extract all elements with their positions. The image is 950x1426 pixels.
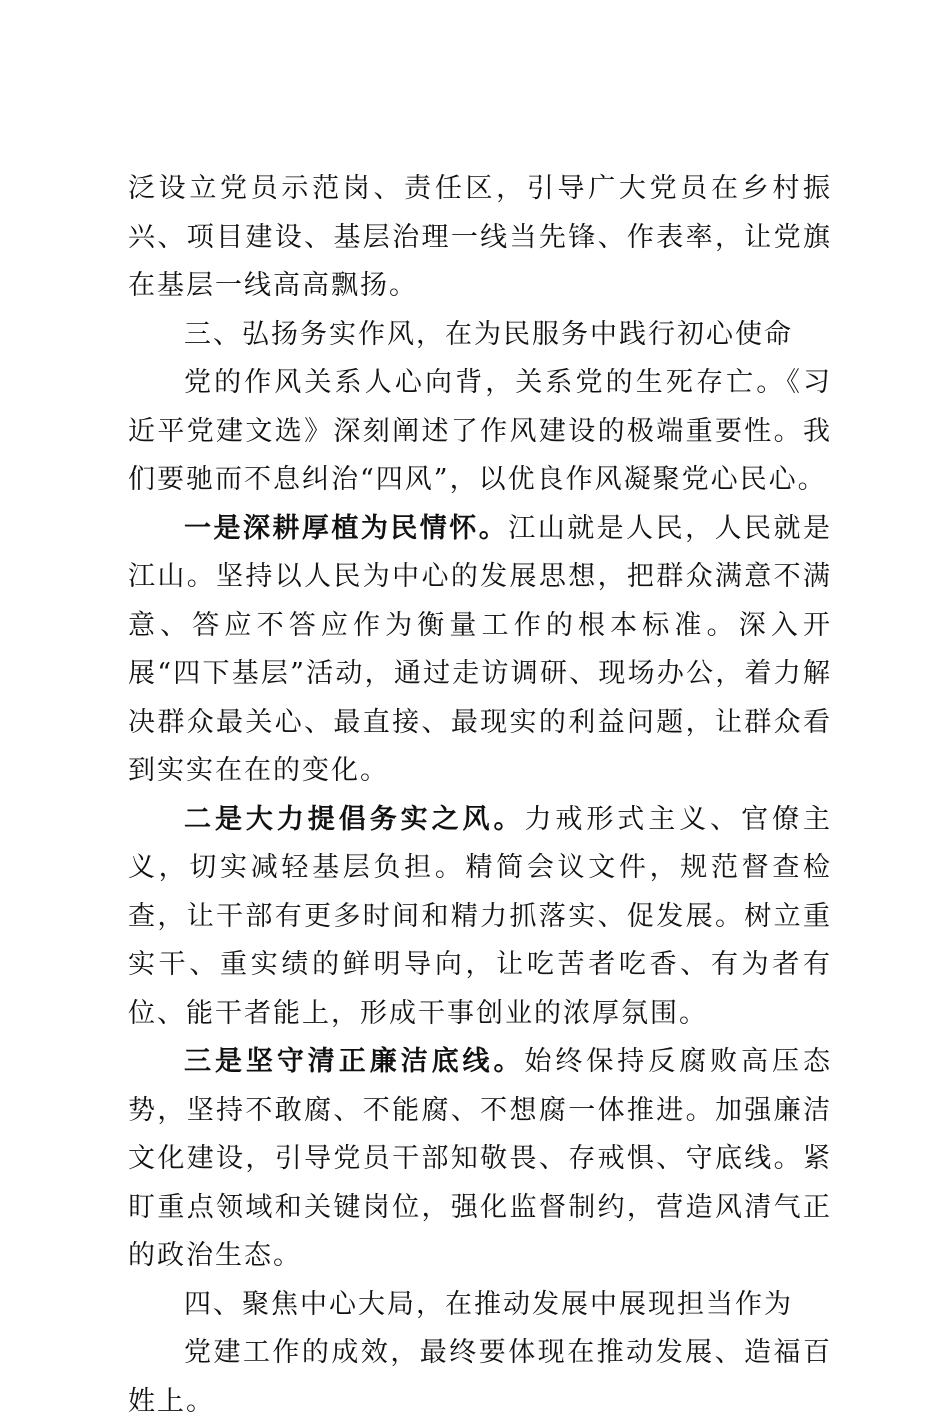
paragraph-text: 泛设立党员示范岗、责任区，引导广大党员在乡村振兴、项目建设、基层治理一线当先锋、作表率，让党旗在基层一线高高飘扬。 [128,173,832,301]
paragraph-text: 始终保持反腐败高压态势，坚持不敢腐、不能腐、不想腐一体推进。加强廉洁文化建设，引导党员干部知敬畏、存戒惧、守底线。紧盯重点领域和关键岗位，强化监督制约，营造风清气正的政治生态。 [128,1046,833,1271]
paragraph-text: 党建工作的成效，最终要体现在推动发展、造福百姓上。 [128,1337,832,1417]
paragraph-lead: 三是坚守清正廉洁底线。 [184,1046,525,1077]
paragraph-text: 力戒形式主义、官僚主义，切实减轻基层负担。精简会议文件，规范督查检查，让干部有更多时间和精力抓落实、促发展。树立重实干、重实绩的鲜明导向，让吃苦者吃香、有为者有位、能干者能上，形成干事创业的浓厚氛围。 [128,803,833,1029]
paragraph-point-2 [128,796,832,1039]
document-page [128,165,832,1426]
paragraph-point-3 [128,1038,832,1281]
paragraph-intro [128,359,832,505]
paragraph-lead: 一是深耕厚植为民情怀。 [184,512,509,544]
heading-text: 三、弘扬务实作风，在为民服务中践行初心使命 [184,318,793,350]
paragraph-point-1 [128,505,832,796]
section-heading-3 [128,311,832,360]
paragraph-lead: 二是大力提倡务实之风。 [184,803,525,835]
paragraph-text: 江山就是人民，人民就是江山。坚持以人民为中心的发展思想，把群众满意不满意、答应不答应作为衡量工作的根本标准。深入开展“四下基层”活动，通过走访调研、现场办公，着力解决群众最关心、最直接、最现实的利益问题，让群众看到实实在在的变化。 [128,512,833,786]
paragraph-text: 党的作风关系人心向背，关系党的生死存亡。《习近平党建文选》深刻阐述了作风建设的极端重要性。我们要驰而不息纠治“四风”，以优良作风凝聚党心民心。 [128,367,832,495]
section-heading-4 [128,1281,832,1330]
paragraph-continuation [128,165,832,311]
heading-text: 四、聚焦中心大局，在推动发展中展现担当作为 [184,1288,793,1320]
